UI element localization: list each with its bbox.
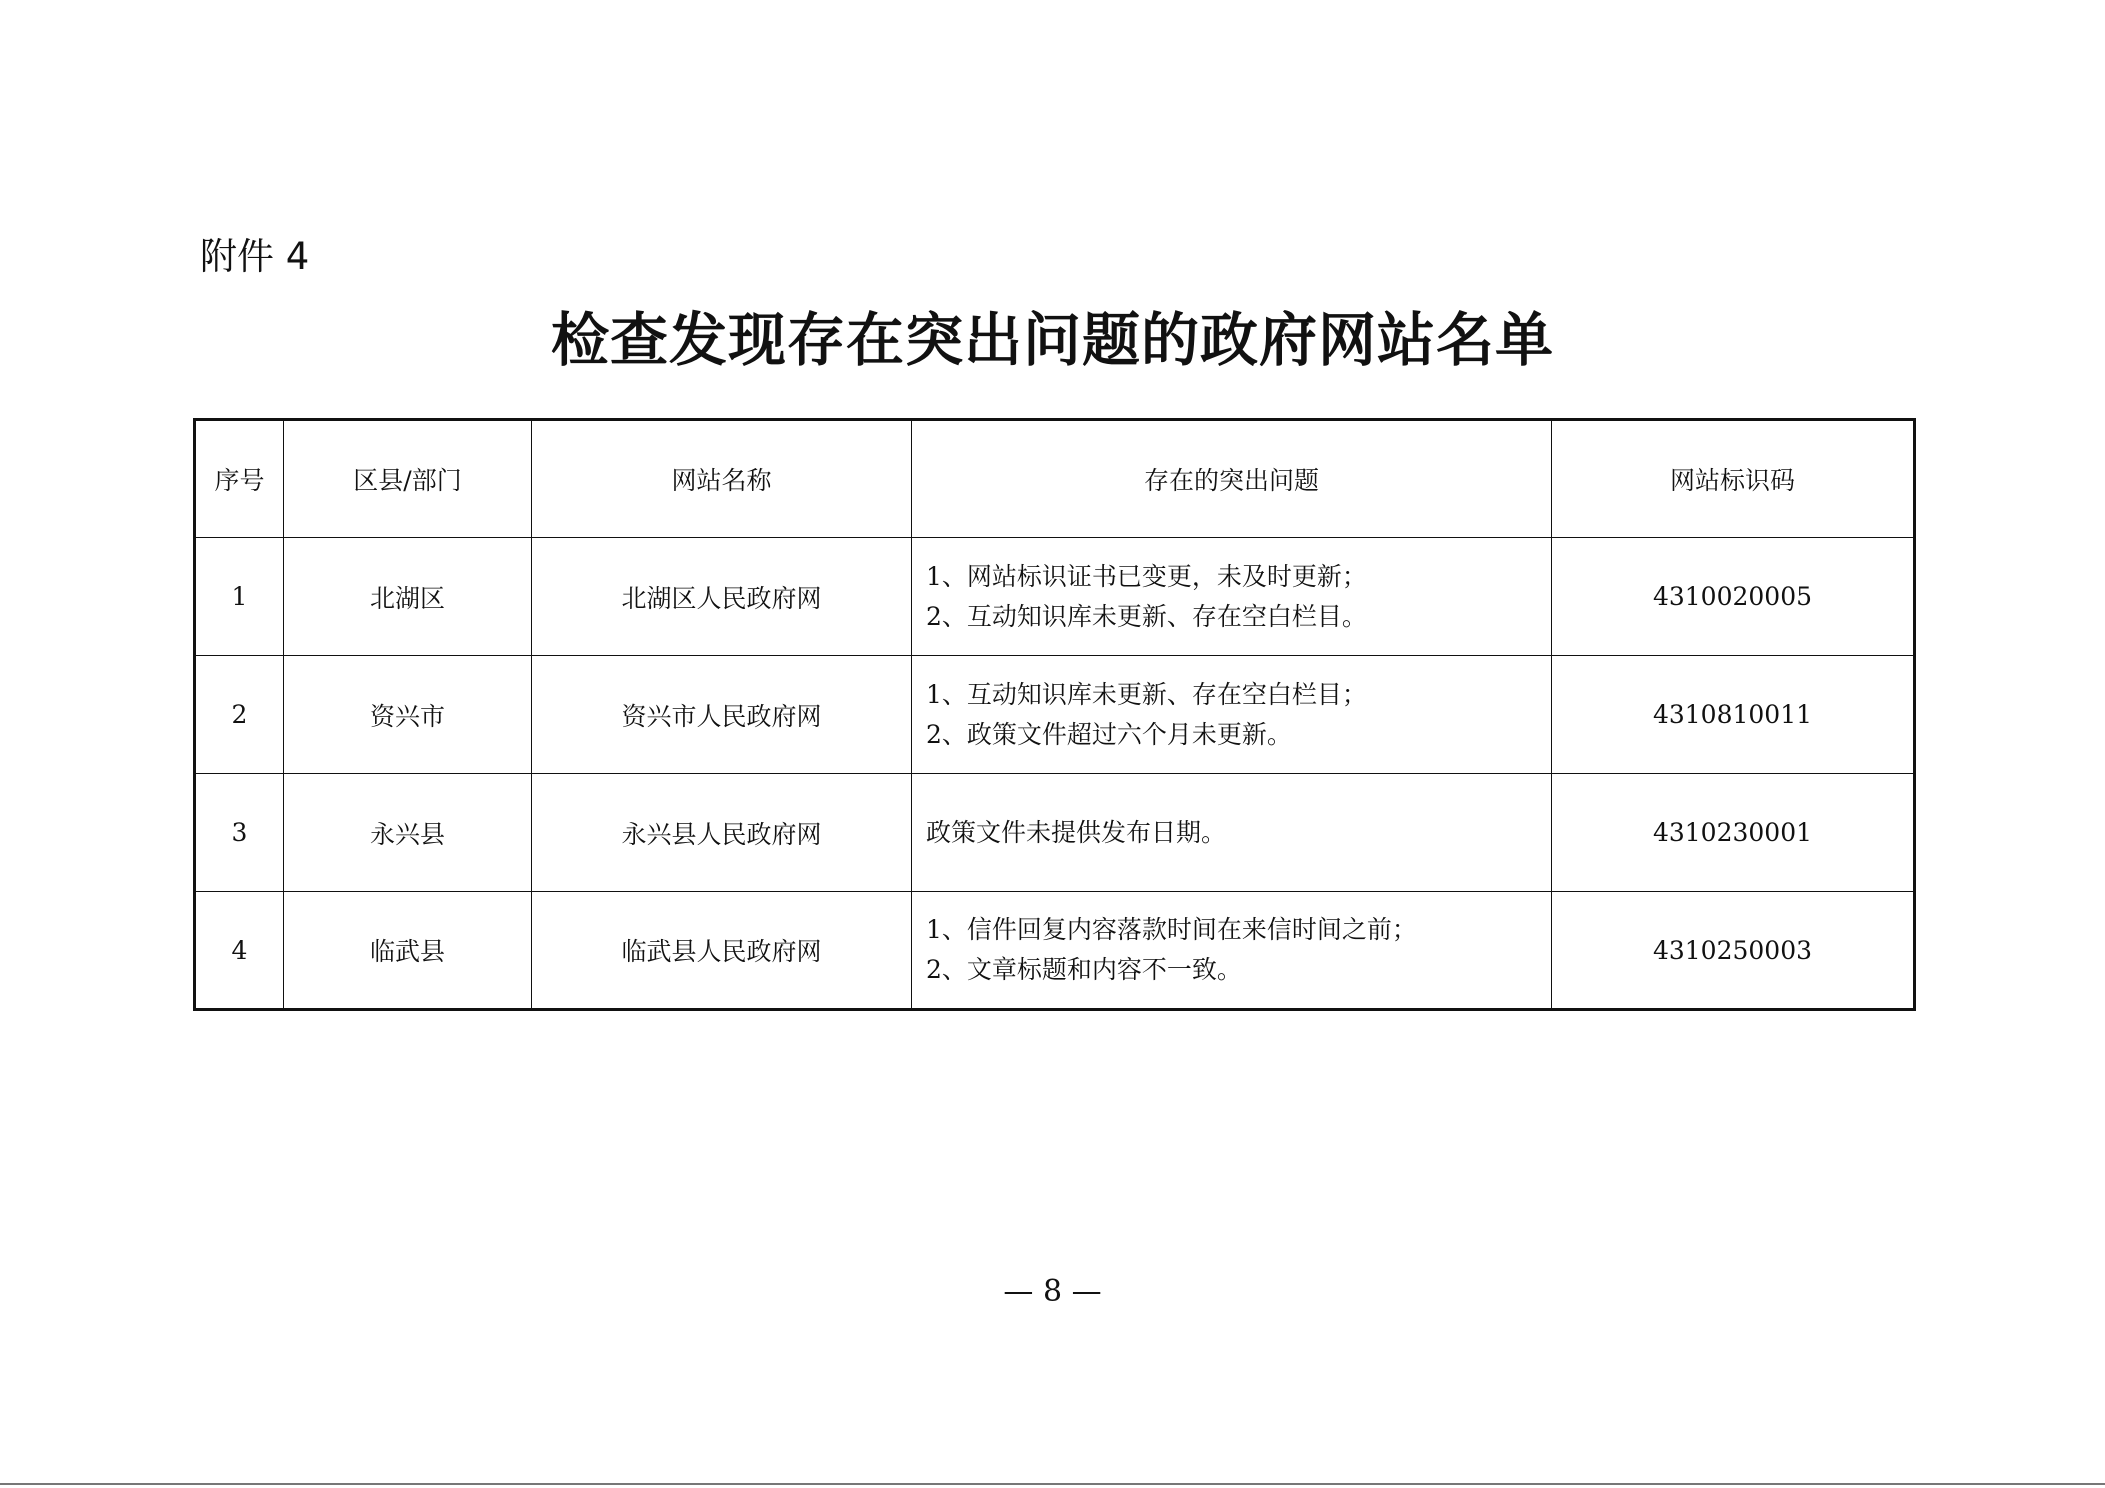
row-index: 2 (195, 656, 284, 774)
row-index: 4 (195, 892, 284, 1010)
row-issues (912, 892, 1552, 1010)
attachment-label: 附件 4 (200, 235, 310, 278)
issue-line: 1、互动知识库未更新、存在空白栏目； (926, 679, 1367, 709)
table-row (195, 892, 1915, 1010)
issue-line: 政策文件未提供发布日期。 (926, 817, 1227, 847)
row-site-name: 永兴县人民政府网 (532, 774, 912, 892)
issue-line: 2、政策文件超过六个月未更新。 (926, 719, 1292, 749)
header-issues: 存在的突出问题 (912, 420, 1552, 538)
row-issues (912, 656, 1552, 774)
row-index: 1 (195, 538, 284, 656)
row-issues (912, 774, 1552, 892)
row-district: 北湖区 (284, 538, 532, 656)
row-site-code: 4310020005 (1552, 538, 1915, 656)
header-site-code: 网站标识码 (1552, 420, 1915, 538)
header-district: 区县/部门 (284, 420, 532, 538)
table-row (195, 538, 1915, 656)
table-row (195, 656, 1915, 774)
issue-line: 1、信件回复内容落款时间在来信时间之前； (926, 915, 1417, 944)
bottom-divider (0, 1483, 2105, 1485)
row-site-code: 4310230001 (1552, 774, 1915, 892)
header-index: 序号 (195, 420, 284, 538)
page-number: — 8 — (1003, 1274, 1102, 1309)
row-index: 3 (195, 774, 284, 892)
website-issues-table (193, 418, 1916, 1011)
issue-line: 2、互动知识库未更新、存在空白栏目。 (926, 601, 1367, 631)
table-row (195, 774, 1915, 892)
row-district: 临武县 (284, 892, 532, 1010)
row-issues (912, 538, 1552, 656)
row-district: 资兴市 (284, 656, 532, 774)
issue-line: 1、网站标识证书已变更，未及时更新； (926, 561, 1367, 591)
row-district: 永兴县 (284, 774, 532, 892)
issue-line: 2、文章标题和内容不一致。 (926, 955, 1242, 984)
row-site-code: 4310250003 (1552, 892, 1915, 1010)
header-site-name: 网站名称 (532, 420, 912, 538)
page-title: 检查发现存在突出问题的政府网站名单 (550, 306, 1554, 374)
table-header-row (195, 420, 1915, 538)
row-site-code: 4310810011 (1552, 656, 1915, 774)
row-site-name: 北湖区人民政府网 (532, 538, 912, 656)
row-site-name: 资兴市人民政府网 (532, 656, 912, 774)
row-site-name: 临武县人民政府网 (532, 892, 912, 1010)
